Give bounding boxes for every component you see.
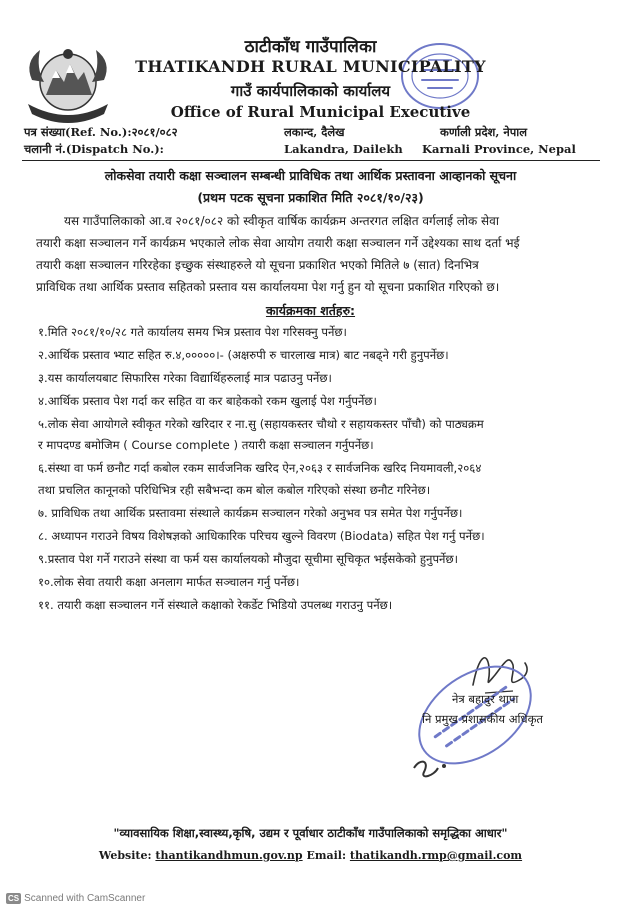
municipality-name-np: ठाटीकाँध गाउँपालिका [244,37,377,57]
term-item: १.मिति २०८१/१०/२८ गते कार्यालय समय भित्र प्रस्ताव पेश गरिसक्नु पर्नेछ। [38,325,347,339]
location-np: लकान्द, दैलेख [284,125,345,139]
paragraph-line: प्राविधिक तथा आर्थिक प्रस्ताव सहितको प्रस्ताव यस कार्यालयमा पेश गर्नु हुन यो सूचना प्रकाशित गरिएको छ। [36,280,500,294]
office-name-en: Office of Rural Municipal Executive [170,103,471,121]
notice-paragraph [36,210,595,298]
email-link[interactable]: thatikandh.rmp@gmail.com [349,849,523,862]
term-item: २.आर्थिक प्रस्ताव भ्याट सहित रु.४,०००००।- (अक्षरुपी रु चारलाख मात्र) बाट नबढ्ने गरी हुनुपर्नेछ। [38,348,449,362]
term-item-continued: तथा प्रचलित कानूनको परिधिभित्र रही सबैभन्दा कम बोल कबोल गरिएको संस्था छनौट गरिनेछ। [38,483,431,497]
term-item: ८. अध्यापन गराउने विषय विशेषज्ञको आधिकारिक परिचय खुल्ने विवरण (Biodata) सहित पेश गर्नु पर्नेछ। [38,529,485,543]
term-item: ४.आर्थिक प्रस्ताव पेश गर्दा कर सहित वा कर बाहेकको रकम खुलाई पेश गर्नुपर्नेछ। [38,394,377,408]
header-divider [22,160,600,161]
term-item: ११. तयारी कक्षा सञ्चालन गर्ने संस्थाले कक्षाको रेकर्डेट भिडियो उपलब्ध गराउनु पर्नेछ। [38,598,393,612]
term-item: १०.लोक सेवा तयारी कक्षा अनलाग मार्फत सञ्चालन गर्नु पर्नेछ। [38,575,300,589]
website-link[interactable]: thantikandhmun.gov.np [155,849,303,862]
province-en: Karnali Province, Nepal [422,142,576,156]
term-item: ३.यस कार्यालयबाट सिफारिस गरेका विद्यार्थिहरुलाई मात्र पढाउनु पर्नेछ। [38,371,332,385]
footer-contact [0,849,621,862]
term-item: ९.प्रस्ताव पेश गर्ने गराउने संस्था वा फर्म यस कार्यालयको मौजुदा सूचीमा सूचिकृत भईसकेको हुनुपर्नेछ। [38,552,458,566]
dispatch-number: चलानी नं.(Dispatch No.): [24,142,164,156]
paragraph-line: तयारी कक्षा सञ्चालन गर्ने कार्यक्रम भएकाले लोक सेवा आयोग तयारी कक्षा सञ्चालन गर्ने उद्देश्यका साथ दर्ता भई [36,236,520,250]
paragraph-line: तयारी कक्षा सञ्चालन गरिरहेका इच्छुक संस्थाहरुले यो सूचना प्रकाशित भएको मितिले ७ (सात) दिनभित्र [36,258,479,272]
footer-motto: "व्यावसायिक शिक्षा,स्वास्थ्य,कृषि, उद्यम र पूर्वाधार ठाटीकाँध गाउँपालिकाको समृद्धिका आधार" [113,826,508,840]
term-item: ७. प्राविधिक तथा आर्थिक प्रस्तावमा संस्थाले कार्यक्रम सञ्चालन गरेको अनुभव पत्र समेत पेश गर्नुपर्नेछ। [38,506,463,520]
signatory-name: नेत्र बहादुर थापा [452,692,519,706]
terms-heading: कार्यक्रमका शर्तहरु: [265,303,356,318]
scanner-watermark [6,893,145,904]
paragraph-line: यस गाउँपालिकाको आ.व २०८१/०८२ को स्वीकृत वार्षिक कार्यक्रम अन्तरगत लक्षित वर्गलाई लोक सेवा [64,214,499,228]
office-name-np: गाउँ कार्यपालिकाको कार्यालय [230,82,391,100]
notice-title: लोकसेवा तयारी कक्षा सञ्चालन सम्बन्धी प्राविधिक तथा आर्थिक प्रस्तावना आव्हानको सूचना [104,168,517,183]
municipality-name-en: THATIKANDH RURAL MUNICIPALITY [135,57,486,76]
scanner-watermark-text: Scanned with CamScanner [24,893,146,904]
province-np: कर्णाली प्रदेश, नेपाल [440,125,528,139]
term-item-continued: र मापदण्ड बमोजिम ( Course complete ) तयारी कक्षा सञ्चालन गर्नुपर्नेछ। [38,438,374,452]
term-item: ५.लोक सेवा आयोगले स्वीकृत गरेको खरिदार र ना.सु (सहायकस्तर चौथो र सहायकस्तर पाँचौ) को पाठ्यक्रम [38,417,484,431]
website-label: Website: [98,849,152,862]
signatory-designation: नि प्रमुख प्रशासकीय अधिकृत [422,712,543,726]
camscanner-badge-icon: CS [8,894,20,903]
ref-number: पत्र संख्या(Ref. No.):२०८१/०८२ [24,125,178,139]
notice-subtitle: (प्रथम पटक सूचना प्रकाशित मिति २०८१/१०/२३) [197,190,424,205]
term-item: ६.संस्था वा फर्म छनौट गर्दा कबोल रकम सार्वजनिक खरिद ऐन,२०६३ र सार्वजनिक खरिद नियमावली,२०६४ [38,461,482,475]
email-label: Email: [306,849,347,862]
location-en: Lakandra, Dailekh [284,142,403,156]
